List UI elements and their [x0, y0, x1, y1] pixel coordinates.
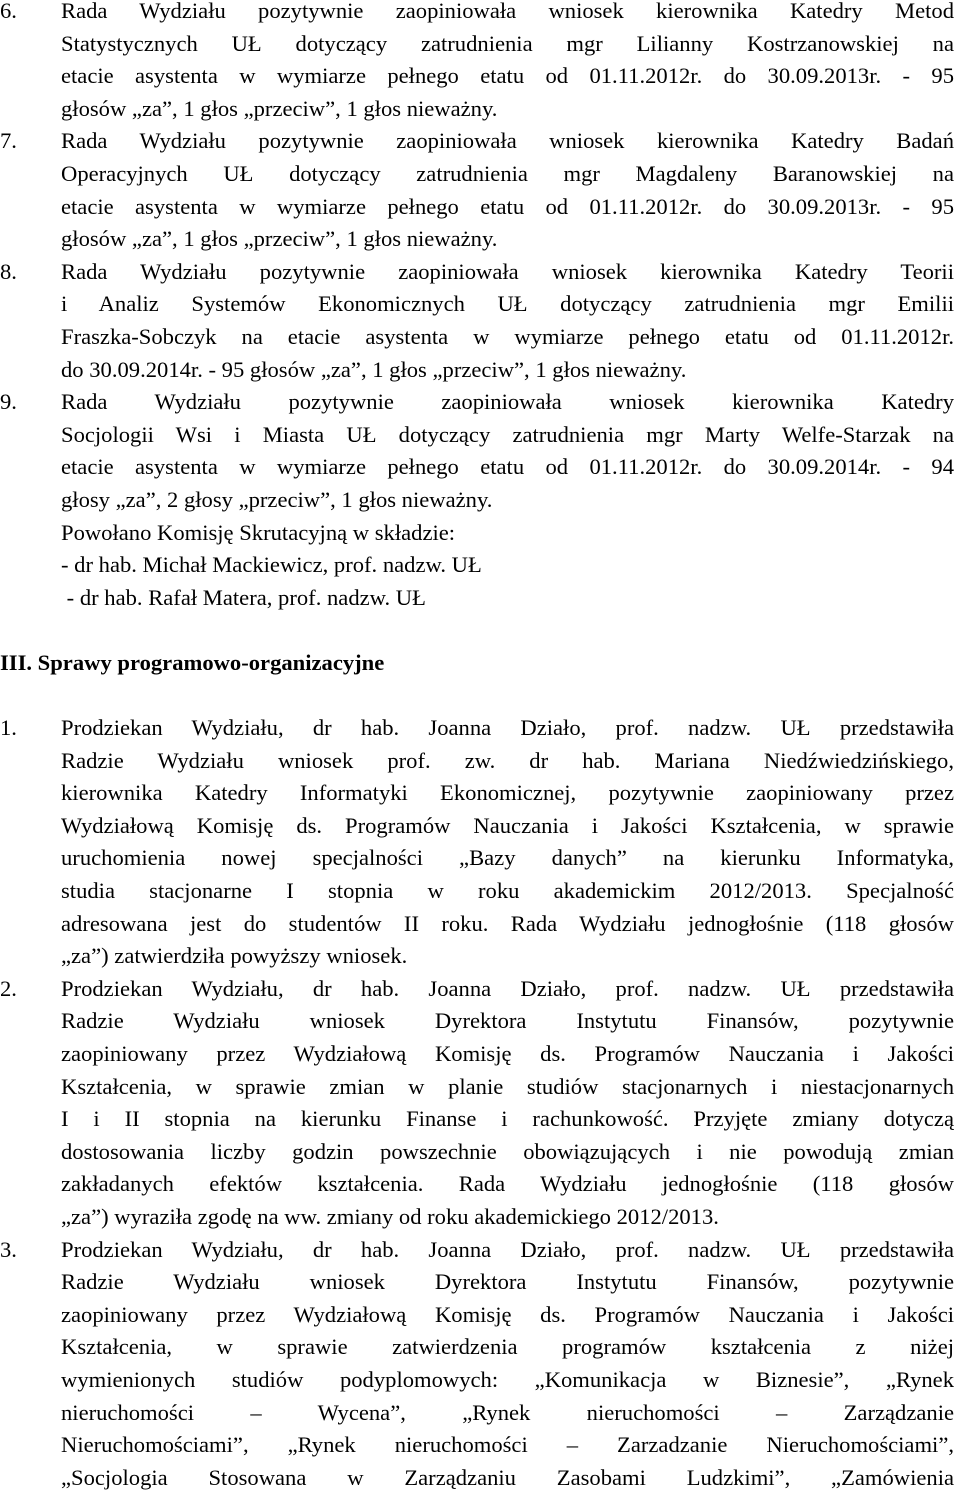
commission-heading: Powołano Komisję Skrutacyjną w składzie:	[61, 519, 456, 545]
program-item-1	[0, 712, 960, 973]
item-text-line: Kształcenia, w sprawie zmian w planie studiów stacjonarnych i niestacjonarnych	[61, 1073, 954, 1099]
item-text-line: studia stacjonarne I stopnia w roku akademickim 2012/2013. Specjalność	[61, 878, 954, 904]
item-text-line: Prodziekan Wydziału, dr hab. Joanna Działo, prof. nadzw. UŁ przedstawiła	[61, 975, 954, 1001]
item-number: 2.	[0, 975, 17, 1001]
item-text-line: Prodziekan Wydziału, dr hab. Joanna Działo, prof. nadzw. UŁ przedstawiła	[61, 1236, 954, 1262]
item-text-line: uruchomienia nowej specjalności „Bazy danych” na kierunku Informatyka,	[61, 845, 954, 871]
resolution-item-8	[0, 256, 960, 386]
item-text-line: Nieruchomościami”, „Rynek nieruchomości – Zarzadzanie Nieruchomościami”,	[61, 1432, 954, 1458]
program-item-2	[0, 973, 960, 1234]
item-text-line: Prodziekan Wydziału, dr hab. Joanna Działo, prof. nadzw. UŁ przedstawiła	[61, 715, 954, 741]
item-text-line: Radzie Wydziału wniosek Dyrektora Instytutu Finansów, pozytywnie	[61, 1269, 954, 1295]
spacer	[0, 614, 960, 647]
item-text-line: „za”) zatwierdziła powyższy wniosek.	[61, 943, 408, 969]
item-number: 7.	[0, 128, 17, 154]
item-text-line: zaopiniowany przez Wydziałową Komisję ds. Programów Nauczania i Jakości	[61, 1301, 954, 1327]
item-text-line: etacie asystenta w wymiarze pełnego etatu od 01.11.2012r. do 30.09.2013r. - 95	[61, 63, 954, 89]
item-text-line: Rada Wydziału pozytywnie zaopiniowała wniosek kierownika Katedry Badań	[61, 128, 954, 154]
commission-member: - dr hab. Rafał Matera, prof. nadzw. UŁ	[61, 584, 426, 610]
item-text-line: Rada Wydziału pozytywnie zaopiniowała wniosek kierownika Katedry Teorii	[61, 258, 954, 284]
item-text-line: Socjologii Wsi i Miasta UŁ dotyczący zatrudnienia mgr Marty Welfe-Starzak na	[61, 421, 954, 447]
item-number: 3.	[0, 1236, 17, 1262]
item-text-line: „Socjologia Stosowana w Zarządzaniu Zasobami Ludzkimi”, „Zamówienia	[61, 1464, 954, 1490]
item-text-line: wymienionych studiów podyplomowych: „Komunikacja w Biznesie”, „Rynek	[61, 1366, 954, 1392]
item-text-line: głosy „za”, 2 głosy „przeciw”, 1 głos nieważny.	[61, 486, 493, 512]
item-text-line: Radzie Wydziału wniosek Dyrektora Instytutu Finansów, pozytywnie	[61, 1008, 954, 1034]
item-text-line: Kształcenia, w sprawie zatwierdzenia programów kształcenia z niżej	[61, 1334, 954, 1360]
spacer	[0, 679, 960, 712]
item-number: 8.	[0, 258, 17, 284]
program-item-3	[0, 1234, 960, 1494]
item-text-line: zaopiniowany przez Wydziałową Komisję ds. Programów Nauczania i Jakości	[61, 1041, 954, 1066]
item-text-line: Rada Wydziału pozytywnie zaopiniowała wniosek kierownika Katedry	[61, 389, 954, 415]
item-text-line: Rada Wydziału pozytywnie zaopiniowała wniosek kierownika Katedry Metod	[61, 0, 954, 23]
item-number: 1.	[0, 715, 17, 741]
item-text-line: i Analiz Systemów Ekonomicznych UŁ dotyczący zatrudnienia mgr Emilii	[61, 291, 954, 317]
item-number: 9.	[0, 389, 17, 415]
item-text-line: do 30.09.2014r. - 95 głosów „za”, 1 głos „przeciw”, 1 głos nieważny.	[61, 356, 687, 382]
item-text-line: etacie asystenta w wymiarze pełnego etatu od 01.11.2012r. do 30.09.2014r. - 94	[61, 454, 954, 480]
item-text-line: dostosowania liczby godzin powszechnie obowiązujących i nie powodują zmian	[61, 1138, 954, 1164]
item-text-line: zakładanych efektów kształcenia. Rada Wydziału jednogłośnie (118 głosów	[61, 1171, 954, 1197]
item-text-line: I i II stopnia na kierunku Finanse i rachunkowość. Przyjęte zmiany dotyczą	[61, 1106, 954, 1132]
item-text-line: Wydziałową Komisję ds. Programów Nauczania i Jakości Kształcenia, w sprawie	[61, 812, 954, 838]
item-text-line: kierownika Katedry Informatyki Ekonomicznej, pozytywnie zaopiniowany przez	[61, 780, 954, 806]
item-text-line: Radzie Wydziału wniosek prof. zw. dr hab. Mariana Niedźwiedzińskiego,	[61, 747, 954, 773]
resolution-item-7	[0, 125, 960, 255]
item-text-line: nieruchomości – Wycena”, „Rynek nieruchomości – Zarządzanie	[61, 1399, 954, 1425]
item-text-line: Fraszka-Sobczyk na etacie asystenta w wymiarze pełnego etatu od 01.11.2012r.	[61, 323, 954, 349]
resolution-item-6	[0, 0, 960, 125]
section-heading: III. Sprawy programowo-organizacyjne	[0, 649, 385, 675]
commission-member: - dr hab. Michał Mackiewicz, prof. nadzw. UŁ	[61, 552, 482, 578]
item-text-line: głosów „za”, 1 głos „przeciw”, 1 głos nieważny.	[61, 95, 498, 121]
item-number: 6.	[0, 0, 17, 23]
item-text-line: adresowana jest do studentów II roku. Rada Wydziału jednogłośnie (118 głosów	[61, 910, 954, 936]
item-text-line: głosów „za”, 1 głos „przeciw”, 1 głos nieważny.	[61, 226, 498, 252]
item-text-line: etacie asystenta w wymiarze pełnego etatu od 01.11.2012r. do 30.09.2013r. - 95	[61, 193, 954, 219]
resolution-item-9	[0, 386, 960, 614]
item-text-line: Operacyjnych UŁ dotyczący zatrudnienia mgr Magdaleny Baranowskiej na	[61, 160, 954, 186]
item-text-line: Statystycznych UŁ dotyczący zatrudnienia mgr Lilianny Kostrzanowskiej na	[61, 30, 954, 56]
item-text-line: „za”) wyraziła zgodę na ww. zmiany od roku akademickiego 2012/2013.	[61, 1203, 719, 1229]
